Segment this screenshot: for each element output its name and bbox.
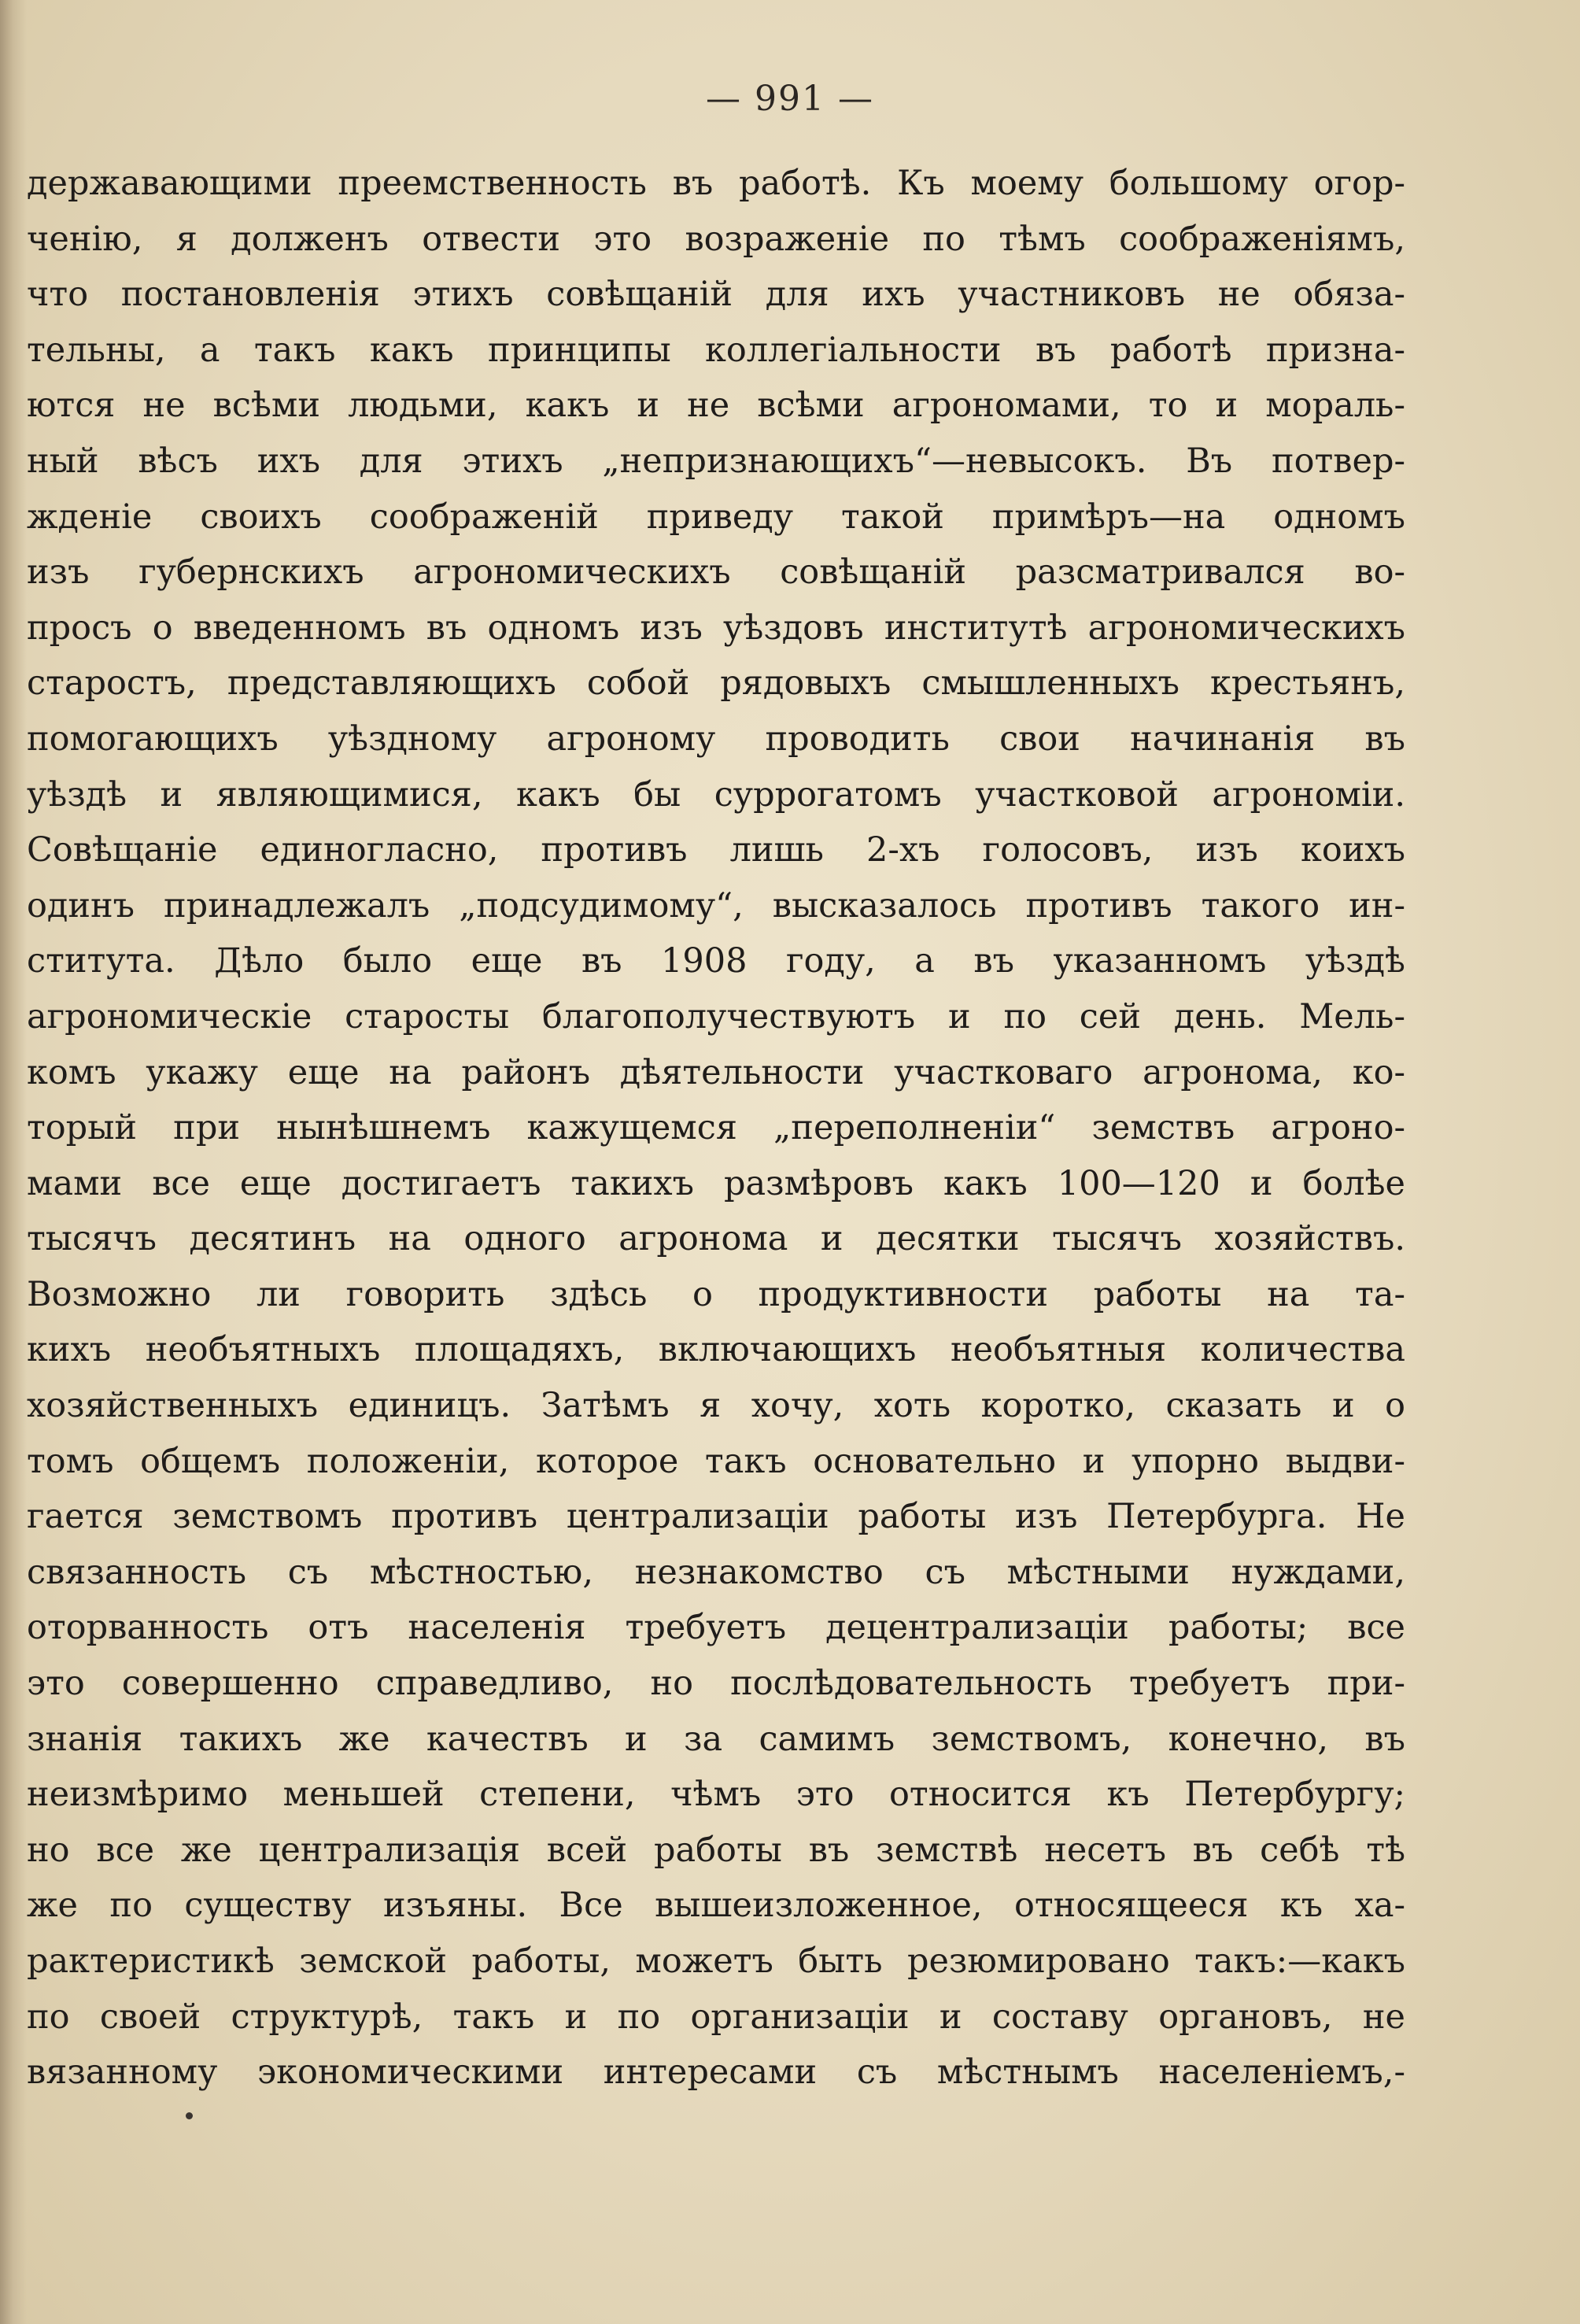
text-line: старостъ, представляющихъ собой рядовыхъ смышленныхъ крестьянъ, [27,663,1405,704]
text-line: знанія такихъ же качествъ и за самимъ земствомъ, конечно, въ [27,1719,1405,1759]
text-line: что постановленія этихъ совѣщаній для ихъ участниковъ не обяза- [27,275,1405,315]
text-line: по своей структурѣ, такъ и по организаціи и составу органовъ, не [27,1997,1405,2037]
text-line: тельны, а такъ какъ принципы коллегіальности въ работѣ призна- [27,330,1405,370]
text-line: но все же централизація всей работы въ земствѣ несетъ въ себѣ тѣ [27,1830,1405,1870]
text-line: агрономическіе старосты благополучествуютъ и по сей день. Мель- [27,996,1405,1036]
text-line: оторванность отъ населенія требуетъ децентрализаціи работы; все [27,1608,1405,1648]
text-line: торый при нынѣшнемъ кажущемся „переполненіи“ земствъ агроно- [27,1108,1405,1148]
page-number: — 991 — [706,79,874,119]
text-line: просъ о введенномъ въ одномъ изъ уѣздовъ институтѣ агрономическихъ [27,608,1405,648]
body-text [27,156,1405,2100]
text-line: же по существу изъяны. Все вышеизложенное, относящееся къ ха- [27,1886,1405,1926]
text-line: неизмѣримо меньшей степени, чѣмъ это относится къ Петербургу; [27,1775,1405,1815]
text-line: Совѣщаніе единогласно, противъ лишь 2-хъ голосовъ, изъ коихъ [27,830,1405,870]
text-line: мами все еще достигаетъ такихъ размѣровъ какъ 100—120 и болѣе [27,1163,1405,1203]
text-line: хозяйственныхъ единицъ. Затѣмъ я хочу, хоть коротко, сказать и о [27,1386,1405,1426]
binding-shadow [0,0,27,2324]
text-line: тысячъ десятинъ на одного агронома и десятки тысячъ хозяйствъ. [27,1219,1405,1259]
text-line: кихъ необъятныхъ площадяхъ, включающихъ необъятныя количества [27,1330,1405,1370]
text-line: ститута. Дѣло было еще въ 1908 году, а въ указанномъ уѣздѣ [27,941,1405,981]
text-line: это совершенно справедливо, но послѣдовательность требуетъ при- [27,1664,1405,1704]
ink-speck [186,2112,193,2119]
text-line: помогающихъ уѣздному агроному проводить свои начинанія въ [27,719,1405,759]
text-line: изъ губернскихъ агрономическихъ совѣщаній разсматривался во- [27,552,1405,593]
text-line: жденіе своихъ соображеній приведу такой примѣръ—на одномъ [27,497,1405,537]
text-line: одинъ принадлежалъ „подсудимому“, высказалось противъ такого ин- [27,885,1405,926]
text-line: гается земствомъ противъ централизаціи работы изъ Петербурга. Не [27,1497,1405,1537]
text-line: связанность съ мѣстностью, незнакомство съ мѣстными нуждами, [27,1552,1405,1592]
text-line: томъ общемъ положеніи, которое такъ основательно и упорно выдви- [27,1441,1405,1481]
text-line: ченію, я долженъ отвести это возраженіе по тѣмъ соображеніямъ, [27,219,1405,259]
text-line: державающими преемственность въ работѣ. Къ моему большому огор- [27,164,1405,203]
text-line: ются не всѣми людьми, какъ и не всѣми агрономами, то и мораль- [27,386,1405,426]
text-line: комъ укажу еще на районъ дѣятельности участковаго агронома, ко- [27,1052,1405,1092]
text-line: рактеристикѣ земской работы, можетъ быть резюмировано такъ:—какъ [27,1942,1405,1981]
text-line: ный вѣсъ ихъ для этихъ „непризнающихъ“—невысокъ. Въ потвер- [27,441,1405,481]
text-line: Возможно ли говорить здѣсь о продуктивности работы на та- [27,1274,1405,1314]
text-line: вязанному экономическими интересами съ мѣстнымъ населеніемъ,- [27,2052,1405,2093]
text-line: уѣздѣ и являющимися, какъ бы суррогатомъ участковой агрономіи. [27,774,1405,815]
